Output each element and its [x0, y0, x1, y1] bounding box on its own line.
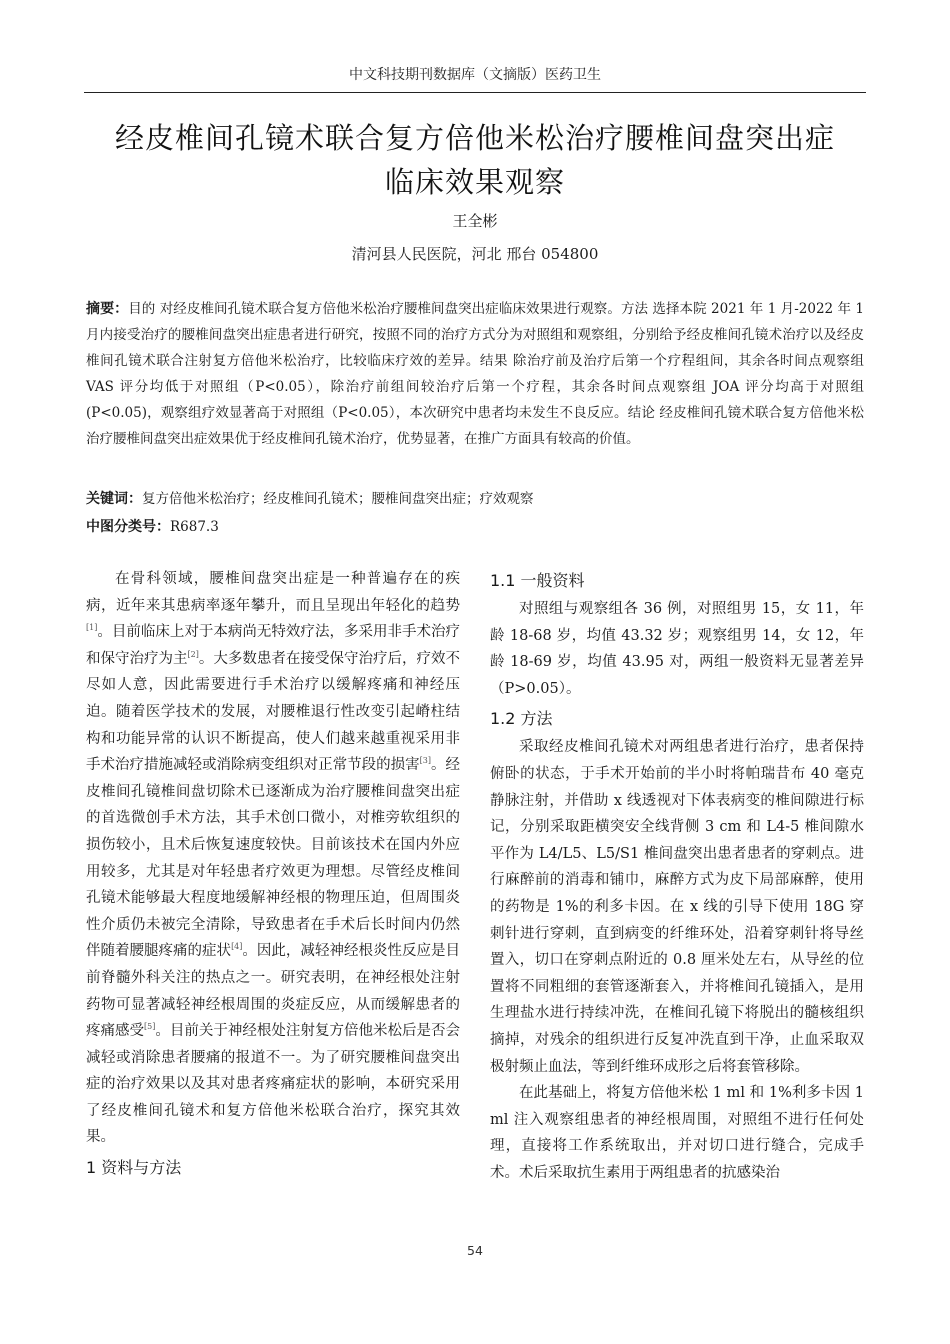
intro-text-5: 。因此，减轻神经根炎性反应是目前脊髓外科关注的热点之一。研究表明，在神经根处注射药物可显著减轻神经根周围的炎症反应，从而缓解患者的疼痛感受 — [86, 943, 460, 1040]
method-paragraph-1: 采取经皮椎间孔镜术对两组患者进行治疗，患者保持俯卧的状态，于手术开始前的半小时将帕瑞昔布 40 毫克静脉注射，并借助 x 线透视对下体表病变的椎间隙进行标记，分别采取距横突安全线背侧 3 cm 和 L4-5 椎间隙水平作为 L4/L5、L5/S1 椎间盘突出患者患者的穿刺点。进行麻醉前的消毒和铺巾，麻醉方式为皮下局部麻醉，使用的药物是 1%的利多卡因。在 x 线的引导下使用 18G 穿刺针进行穿刺，直到病变的纤维环处，沿着穿刺针将导丝置入，切口在穿刺点附近的 0.8 厘米处左右，从导丝的位置将不同粗细的套管逐渐套入，并将椎间孔镜插入，是用生理盐水进行持续冲洗，在椎间孔镜下将脱出的髓核组织摘掉，对残余的组织进行反复冲洗直到干净，止血采取双极射频止血法，等到纤维环成形之后将套管移除。 — [490, 739, 864, 1075]
clc-label: 中图分类号： — [86, 519, 170, 535]
general-data-paragraph: 对照组与观察组各 36 例，对照组男 15，女 11，年龄 18-68 岁，均值 43.32 岁；观察组男 14，女 12，年龄 18-69 岁，均值 43.95 对，两组一般资料无显著差异（P>0.05）。 — [490, 601, 864, 697]
right-column — [490, 566, 864, 1186]
citation-ref: [2] — [187, 649, 199, 659]
citation-ref: [1] — [86, 623, 98, 633]
clc-value: R687.3 — [170, 519, 219, 535]
citation-ref: [5] — [144, 1022, 156, 1032]
title-line-1: 经皮椎间孔镜术联合复方倍他米松治疗腰椎间盘突出症 — [114, 121, 835, 155]
intro-text-1: 在骨科领域，腰椎间盘突出症是一种普遍存在的疾病，近年来其患病率逐年攀升，而且呈现出年轻化的趋势 — [86, 571, 460, 614]
method-paragraph-2: 在此基础上，将复方倍他米松 1 ml 和 1%利多卡因 1 ml 注入观察组患者的神经根周围，对照组不进行任何处理，直接将工作系统取出，并对切口进行缝合，完成手术。术后采取抗生素用于两组患者的抗感染治 — [490, 1085, 864, 1181]
keywords — [86, 487, 864, 511]
intro-text-2: 。目前临床上对于本病尚无特效疗法，多采用非手术治疗和保守治疗为主 — [86, 624, 460, 667]
author-affiliation: 清河县人民医院，河北 邢台 054800 — [351, 245, 599, 263]
abstract-label: 摘要： — [86, 301, 129, 317]
citation-ref: [3] — [419, 756, 431, 766]
abstract — [86, 296, 864, 452]
author-name: 王全彬 — [452, 212, 498, 230]
intro-text-6: 。目前关于神经根处注射复方倍他米松后是否会减轻或消除患者腰痛的报道不一。为了研究腰椎间盘突出症的治疗效果以及其对患者疼痛症状的影响，本研究采用了经皮椎间孔镜术和复方倍他米松联合治疗，探究其效果。 — [86, 1023, 461, 1146]
subsection-heading-1-2: 1.2 方法 — [490, 709, 553, 729]
page-number: 54 — [467, 1243, 483, 1258]
intro-text-4: 。经皮椎间孔镜椎间盘切除术已逐渐成为治疗腰椎间盘突出症的首选微创手术方法，其手术创口微小，对椎旁软组织的损伤较小，且术后恢复速度较快。目前该技术在国内外应用较多，尤其是对年轻患者疗效更为理想。尽管经皮椎间孔镜术能够最大程度地缓解神经根的物理压迫，但周围炎性介质仍未被完全清除，导致患者在手术后长时间内仍然伴随着腰腿疼痛的症状 — [86, 757, 461, 960]
citation-ref: [4] — [231, 942, 243, 952]
classification-number — [86, 515, 864, 539]
left-column — [86, 566, 460, 1183]
title-line-2: 临床效果观察 — [384, 165, 565, 199]
section-heading-1: 1 资料与方法 — [86, 1158, 182, 1178]
keywords-label: 关键词： — [86, 491, 142, 507]
abstract-text: 目的 对经皮椎间孔镜术联合复方倍他米松治疗腰椎间盘突出症临床效果进行观察。方法 选择本院 2021 年 1 月-2022 年 1 月内接受治疗的腰椎间盘突出症患者进行研究，按照不同的治疗方式分为对照组和观察组，分别给予经皮椎间孔镜术治疗以及经皮椎间孔镜术联合注射复方倍他米松治疗，比较临床疗效的差异。结果 除治疗前及治疗后第一个疗程组间，其余各时间点观察组 VAS 评分均低于对照组（P<0.05），除治疗前组间较治疗后第一个疗程，其余各时间点观察组 JOA 评分均高于对照组(P<0.05)，观察组疗效显著高于对照组（P<0.05），本次研究中患者均未发生不良反应。结论 经皮椎间孔镜术联合复方倍他米松治疗腰椎间盘突出症效果优于经皮椎间孔镜术治疗，优势显著，在推广方面具有较高的价值。 — [86, 301, 864, 447]
paper-title — [70, 116, 880, 204]
journal-header: 中文科技期刊数据库（文摘版）医药卫生 — [84, 64, 866, 93]
keywords-text: 复方倍他米松治疗；经皮椎间孔镜术；腰椎间盘突出症；疗效观察 — [142, 491, 534, 507]
subsection-heading-1-1: 1.1 一般资料 — [490, 571, 585, 590]
intro-paragraph — [86, 566, 460, 1151]
intro-text-3: 。大多数患者在接受保守治疗后，疗效不尽如人意，因此需要进行手术治疗以缓解疼痛和神经压迫。随着医学技术的发展，对腰椎退行性改变引起嵴柱结构和功能异常的认识不断提高，使人们越来越重视采用非手术治疗措施减轻或消除病变组织对正常节段的损害 — [86, 650, 461, 774]
